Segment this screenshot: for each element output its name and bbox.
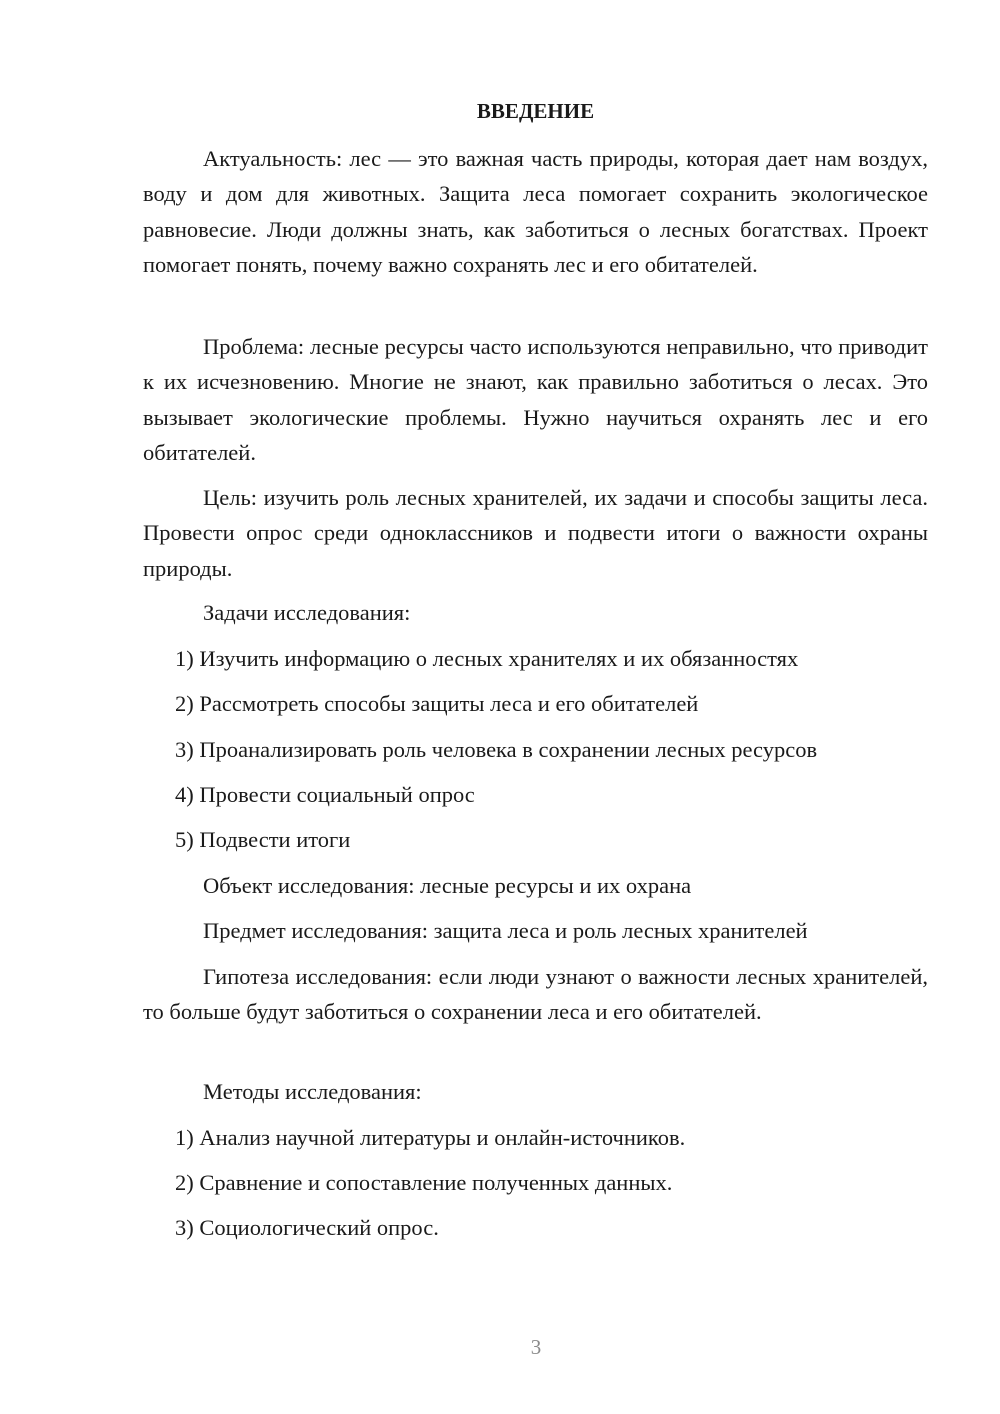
tasks-title: Задачи исследования:	[203, 600, 411, 625]
research-subject: Предмет исследования: защита леса и роль лесных хранителей	[203, 918, 808, 943]
hypothesis-paragraph: Гипотеза исследования: если люди узнают о важности лесных хранителей, то больше будут заботиться о сохранении леса и его обитателей.	[143, 964, 928, 1025]
research-object: Объект исследования: лесные ресурсы и их охрана	[203, 873, 692, 898]
method-item: 2) Сравнение и сопоставление полученных данных.	[175, 1170, 673, 1195]
page-number: 3	[530, 1335, 542, 1359]
problem-paragraph: Проблема: лесные ресурсы часто используются неправильно, что приводит к их исчезновению. Многие не знают, как правильно заботиться о лесах. Это вызывает экологические проблемы. Нужно научиться охранять лес и его обитателей.	[143, 334, 928, 465]
method-item: 1) Анализ научной литературы и онлайн-источников.	[175, 1125, 686, 1150]
goal-paragraph: Цель: изучить роль лесных хранителей, их задачи и способы защиты леса. Провести опрос среди одноклассников и подвести итоги о важности охраны природы.	[143, 485, 928, 581]
page-title: ВВЕДЕНИЕ	[476, 99, 595, 123]
task-item: 3) Проанализировать роль человека в сохранении лесных ресурсов	[175, 737, 818, 762]
task-item: 2) Рассмотреть способы защиты леса и его обитателей	[175, 691, 699, 716]
method-item: 3) Социологический опрос.	[175, 1215, 439, 1240]
task-item: 1) Изучить информацию о лесных хранителях и их обязанностях	[175, 646, 799, 671]
relevance-paragraph: Актуальность: лес — это важная часть природы, которая дает нам воздух, воду и дом для животных. Защита леса помогает сохранить экологическое равновесие. Люди должны знать, как заботиться о лесных богатствах. Проект помогает понять, почему важно сохранять лес и его обитателей.	[143, 146, 928, 277]
task-item: 4) Провести социальный опрос	[175, 782, 475, 807]
task-item: 5) Подвести итоги	[175, 827, 351, 852]
methods-title: Методы исследования:	[203, 1079, 422, 1104]
